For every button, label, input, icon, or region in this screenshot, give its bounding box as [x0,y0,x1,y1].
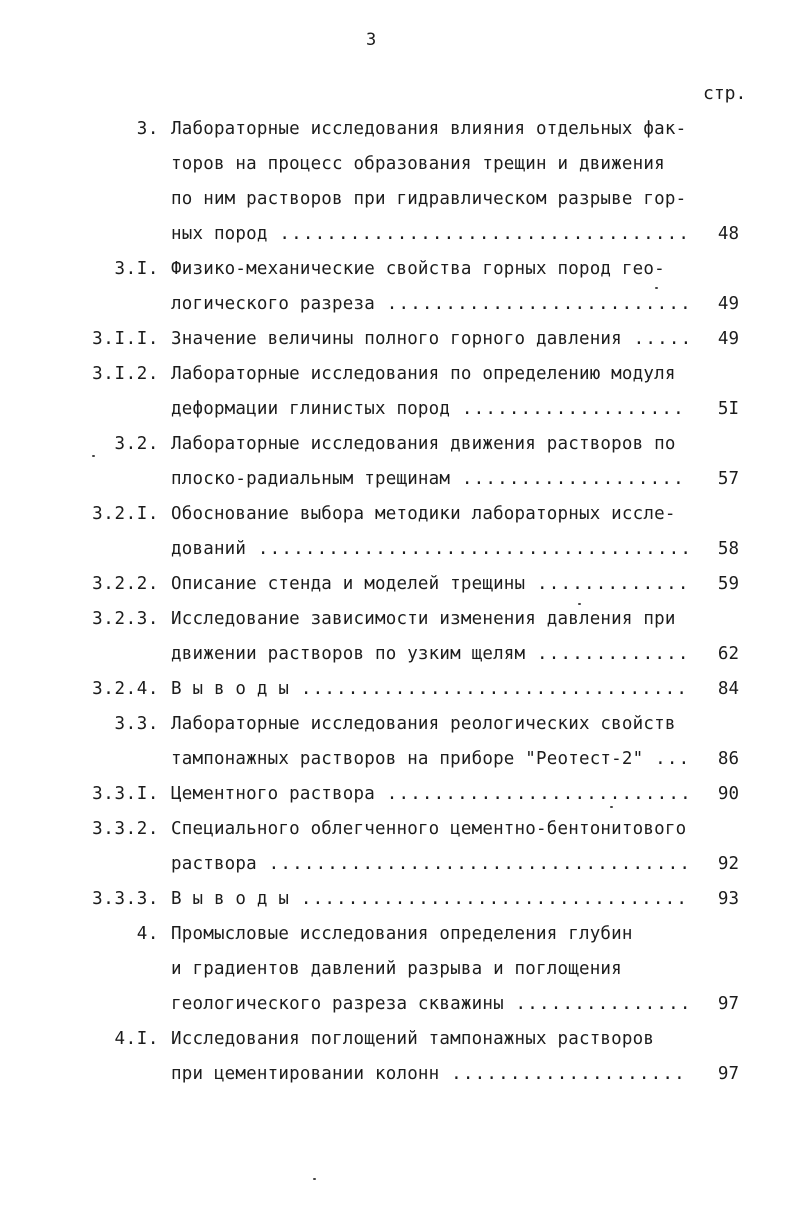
toc-entry-number: 3.2.2. [92,574,159,594]
toc-entry [0,812,799,882]
toc-entry-line [0,567,799,602]
toc-entry-line [0,427,799,462]
toc-entry-number: 3.I.I. [92,329,159,349]
toc-entry-line [0,392,799,427]
toc-entry-title: Исследование зависимости изменения давления при [171,609,676,629]
toc-entry-title: Лабораторные исследования по определению модуля [171,364,676,384]
toc-entry-page: 93 [717,889,739,909]
toc-entry-title: геологического разреза скважины ..... [171,987,689,1022]
toc-entry [0,707,799,777]
toc-entry-line [0,707,799,742]
scan-speck [578,603,581,605]
toc-entry-line [0,742,799,777]
toc-entry-number: 3.3. [114,714,159,734]
toc-entry-line [0,917,799,952]
toc-entry-title: Промысловые исследования определения глубин [171,924,633,944]
toc-entry-title: раствора ..... [171,847,689,882]
toc-entry-line [0,777,799,812]
toc-entry-page: 92 [717,854,739,874]
toc-entry-title: движении растворов по узким щелям ..... [171,637,689,672]
toc-entry-page: 84 [717,679,739,699]
toc-entry-number: 4.I. [114,1029,159,1049]
toc-entry [0,252,799,322]
toc-entry [0,777,799,812]
toc-entry-title: Специального облегченного цементно-бентонитового [171,819,687,839]
toc-entry-page: 58 [717,539,739,559]
toc-entry-page: 97 [717,1064,739,1084]
toc-entry [0,602,799,672]
toc-entry [0,882,799,917]
toc-entry-line [0,217,799,252]
toc-entry-line [0,112,799,147]
toc-entry-line [0,322,799,357]
toc-entry-page: 90 [717,784,739,804]
toc-entry-line [0,182,799,217]
toc-entry [0,112,799,252]
toc-entry-page: 5I [717,399,739,419]
toc-entry [0,1022,799,1092]
toc-entry-number: 3.2.4. [92,679,159,699]
toc-entry-title: Исследования поглощений тампонажных растворов [171,1029,655,1049]
toc-entry-title: деформации глинистых пород ..... [171,392,689,427]
toc-entry-title: Физико-механические свойства горных пород гео- [171,259,665,279]
toc-entry-page: 97 [717,994,739,1014]
toc-entry-page: 57 [717,469,739,489]
toc-entry-title: Значение величины полного горного давления ..... [171,322,689,357]
toc-entry-page: 62 [717,644,739,664]
toc-entry-title: плоско-радиальным трещинам ..... [171,462,689,497]
toc-entry-line [0,952,799,987]
toc-entry-page: 48 [717,224,739,244]
toc-entry-title: по ним растворов при гидравлическом разрыве гор- [171,189,687,209]
toc-entry-title: Лабораторные исследования движения растворов по [171,434,676,454]
toc-entry-line [0,497,799,532]
table-of-contents [0,112,799,1092]
toc-entry [0,567,799,602]
toc-entry-page: 49 [717,294,739,314]
scan-speck [610,806,613,808]
pages-column-header: стр. [703,83,747,104]
scan-speck [655,287,658,289]
toc-entry-line [0,847,799,882]
toc-entry [0,917,799,1022]
toc-entry [0,427,799,497]
toc-entry-title: ных пород ..... [171,217,689,252]
toc-entry-title: Обоснование выбора методики лабораторных иссле- [171,504,676,524]
toc-entry-line [0,147,799,182]
toc-entry-number: 3.2.3. [92,609,159,629]
toc-entry-line [0,462,799,497]
toc-entry-line [0,1022,799,1057]
toc-entry-line [0,672,799,707]
scan-speck [92,455,95,457]
scan-speck [313,1178,316,1180]
toc-entry-line [0,357,799,392]
toc-entry-line [0,252,799,287]
toc-entry-number: 4. [136,924,159,944]
toc-entry-number: 3.I.2. [92,364,159,384]
toc-entry-line [0,812,799,847]
toc-entry-number: 3. [136,119,159,139]
toc-entry-title: Описание стенда и моделей трещины ..... [171,567,689,602]
toc-entry-title: торов на процесс образования трещин и движения [171,154,665,174]
toc-entry-title: Лабораторные исследования влияния отдельных фак- [171,119,687,139]
toc-entry-line [0,602,799,637]
page-number: 3 [366,30,377,50]
toc-entry [0,672,799,707]
toc-entry-line [0,1057,799,1092]
toc-entry-title: при цементировании колонн ..... [171,1057,689,1092]
toc-entry-line [0,987,799,1022]
toc-entry-number: 3.2.I. [92,504,159,524]
toc-entry-page: 86 [717,749,739,769]
toc-entry-number: 3.I. [114,259,159,279]
toc-entry-title: Лабораторные исследования реологических свойств [171,714,676,734]
toc-entry-title: дований ..... [171,532,689,567]
toc-entry-line [0,532,799,567]
toc-entry-page: 59 [717,574,739,594]
toc-entry-title: В ы в о д ы ..... [171,882,689,917]
toc-entry-title: В ы в о д ы ..... [171,672,689,707]
toc-entry-title: Цементного раствора ..... [171,777,689,812]
toc-entry-line [0,287,799,322]
toc-entry [0,322,799,357]
toc-entry [0,497,799,567]
toc-entry [0,357,799,427]
toc-entry-page: 49 [717,329,739,349]
toc-entry-number: 3.2. [114,434,159,454]
toc-entry-title: логического разреза ..... [171,287,689,322]
toc-entry-title: и градиентов давлений разрыва и поглощения [171,959,622,979]
toc-entry-line [0,637,799,672]
toc-entry-line [0,882,799,917]
toc-entry-number: 3.3.3. [92,889,159,909]
toc-entry-number: 3.3.2. [92,819,159,839]
toc-entry-title: тампонажных растворов на приборе "Реотест-2" ..... [171,742,689,777]
toc-entry-number: 3.3.I. [92,784,159,804]
